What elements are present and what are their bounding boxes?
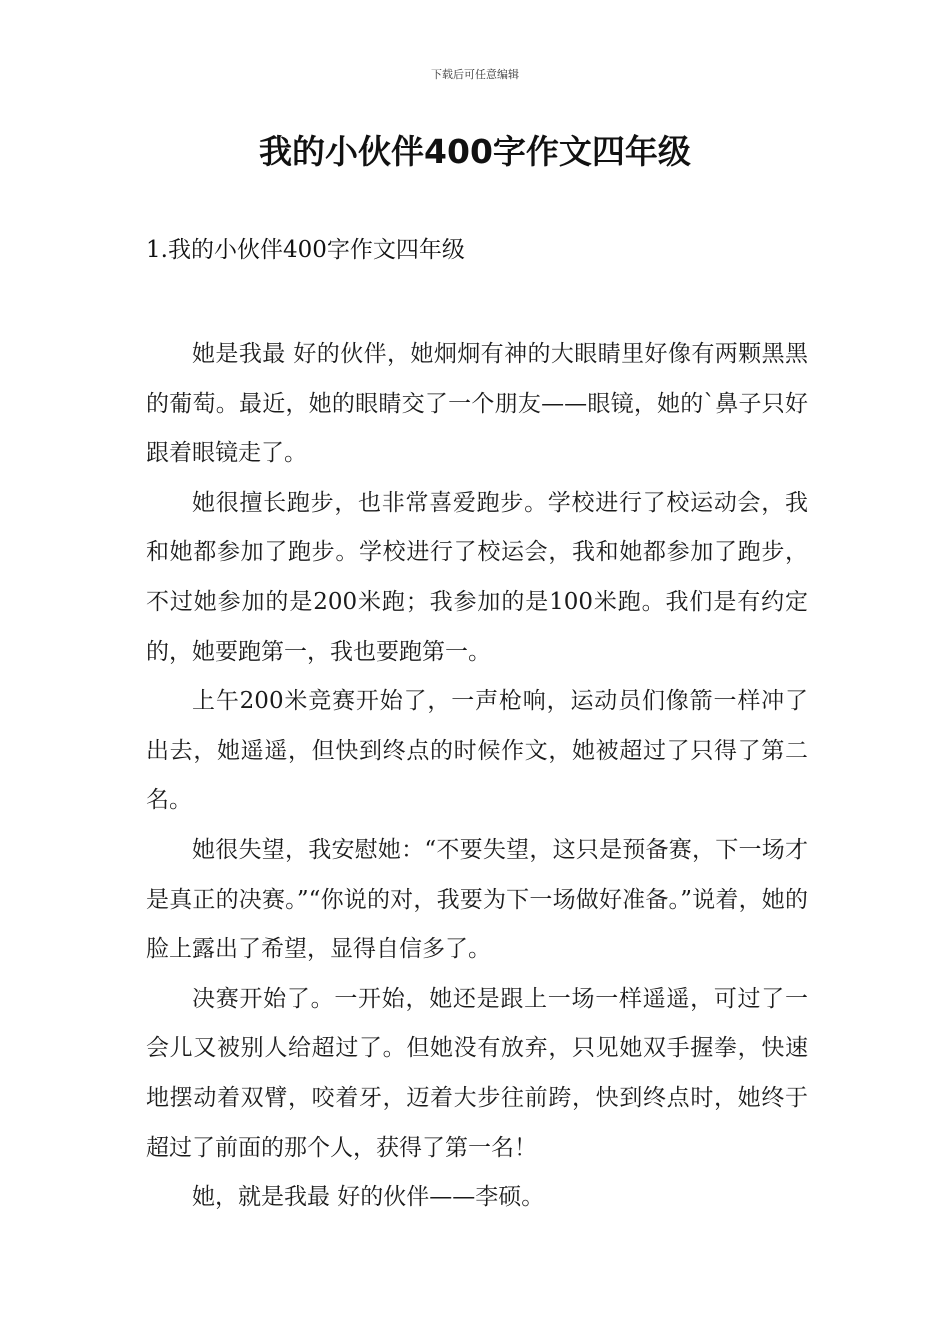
paragraph: 她很擅长跑步，也非常喜爱跑步。学校进行了校运动会，我和她都参加了跑步。学校进行了校运会，我和她都参加了跑步，不过她参加的是200米跑；我参加的是100米跑。我们是有约定的，她要跑第一，我也要跑第一。	[146, 489, 808, 665]
paragraph: 她是我最 好的伙伴，她炯炯有神的大眼睛里好像有两颗黑黑的葡萄。最近，她的眼睛交了一个朋友——眼镜，她的`鼻子只好跟着眼镜走了。	[146, 341, 808, 467]
paragraph: 她很失望，我安慰她：“不要失望，这只是预备赛，下一场才是真正的决赛。”“你说的对，我要为下一场做好准备。”说着，她的脸上露出了希望，显得自信多了。	[146, 836, 808, 963]
section-heading: 1.我的小伙伴400字作文四年级	[146, 237, 465, 263]
essay-body	[146, 330, 808, 1223]
paragraph: 决赛开始了。一开始，她还是跟上一场一样遥遥，可过了一会儿又被别人给超过了。但她没有放弃，只见她双手握拳，快速地摆动着双臂，咬着牙，迈着大步往前跨，快到终点时，她终于超过了前面的那个人，获得了第一名！	[146, 985, 808, 1161]
header-note: 下载后可任意编辑	[431, 68, 519, 81]
paragraph: 她，就是我最 好的伙伴——李硕。	[192, 1184, 545, 1211]
page-title: 我的小伙伴400字作文四年级	[259, 132, 691, 171]
paragraph: 上午200米竞赛开始了，一声枪响，运动员们像箭一样冲了出去，她遥遥，但快到终点的时候作文，她被超过了只得了第二名。	[146, 688, 808, 814]
